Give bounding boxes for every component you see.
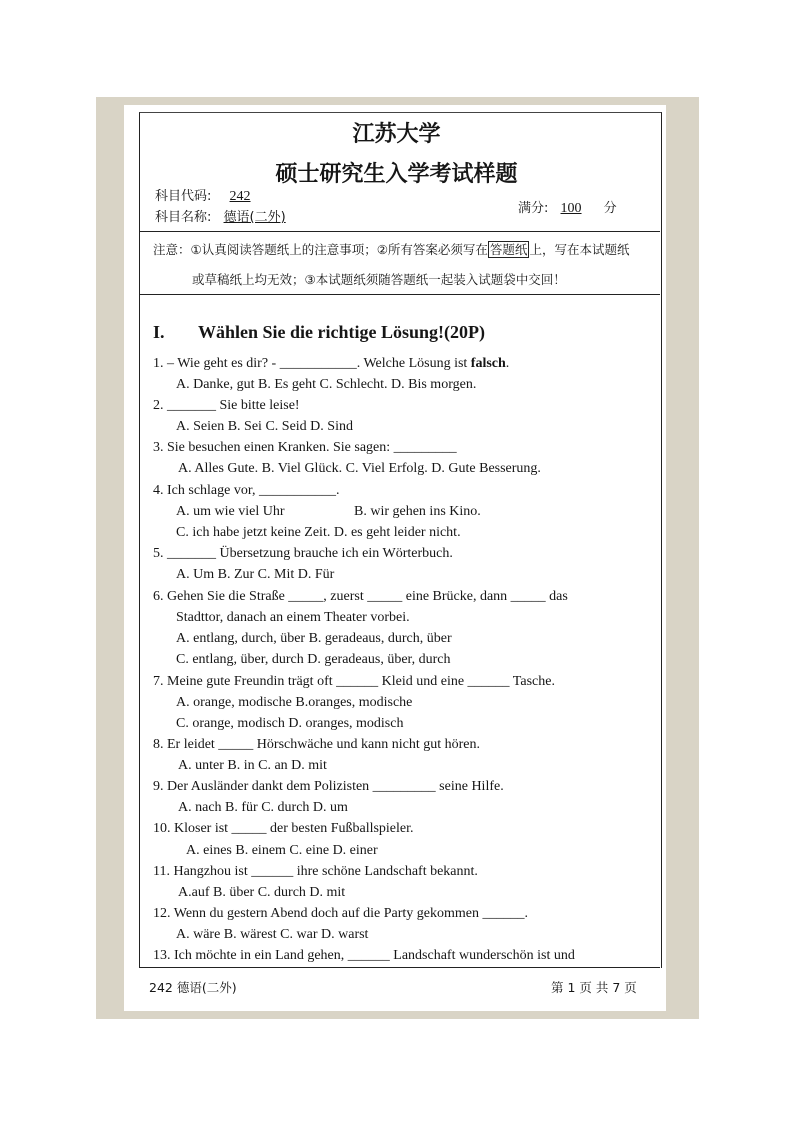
question-6: 6. Gehen Sie die Straße _____, zuerst _____ eine Brücke, dann _____ das xyxy=(153,589,568,604)
question-9-options: A. nach B. für C. durch D. um xyxy=(178,800,348,815)
question-6-continuation: Stadttor, danach an einem Theater vorbei. xyxy=(176,610,410,625)
question-7: 7. Meine gute Freundin trägt oft ______ Kleid und eine ______ Tasche. xyxy=(153,674,555,689)
question-10: 10. Kloser ist _____ der besten Fußballspieler. xyxy=(153,821,414,836)
full-score xyxy=(518,197,617,217)
question-3: 3. Sie besuchen einen Kranken. Sie sagen: _________ xyxy=(153,440,457,455)
subject-code-value: 242 xyxy=(229,189,251,204)
section-title: Wählen Sie die richtige Lösung!(20P) xyxy=(198,322,485,342)
full-score-label: 满分: xyxy=(518,201,549,216)
question-11-options: A.auf B. über C. durch D. mit xyxy=(178,885,346,900)
question-4-option-a: A. um wie viel Uhr xyxy=(176,504,285,519)
question-4-options-cd: C. ich habe jetzt keine Zeit. D. es geht leider nicht. xyxy=(176,525,461,540)
question-4-option-b: B. wir gehen ins Kino. xyxy=(354,504,481,519)
subject-name xyxy=(155,206,286,225)
question-12-options: A. wäre B. wärest C. war D. warst xyxy=(176,927,369,942)
question-2: 2. _______ Sie bitte leise! xyxy=(153,398,300,413)
section-heading xyxy=(153,322,485,343)
school-name: 江苏大学 xyxy=(352,122,441,147)
subject-code-label: 科目代码: xyxy=(155,189,212,204)
question-5-options: A. Um B. Zur C. Mit D. Für xyxy=(176,567,335,582)
question-4: 4. Ich schlage vor, ___________. xyxy=(153,483,340,498)
emphasis: falsch xyxy=(470,356,506,371)
notice-text-end: 上，写在本试题纸 xyxy=(529,242,630,257)
question-2-options: A. Seien B. Sei C. Seid D. Sind xyxy=(176,419,353,434)
question-7-options-ab: A. orange, modische B.oranges, modische xyxy=(176,695,413,710)
question-9: 9. Der Ausländer dankt dem Polizisten _________ seine Hilfe. xyxy=(153,779,504,794)
full-score-value: 100 xyxy=(560,201,582,216)
question-11: 11. Hangzhou ist ______ ihre schöne Landschaft bekannt. xyxy=(153,864,478,879)
subject-code xyxy=(155,185,251,205)
question-7-options-cd: C. orange, modisch D. oranges, modisch xyxy=(176,716,404,731)
full-score-unit: 分 xyxy=(603,201,617,216)
section-number: I. xyxy=(153,322,165,342)
question-3-options: A. Alles Gute. B. Viel Glück. C. Viel Erfolg. D. Gute Besserung. xyxy=(178,461,541,476)
footer-divider xyxy=(139,967,660,968)
notice-line-1 xyxy=(153,240,629,258)
answer-sheet-box: 答题纸 xyxy=(489,242,528,257)
question-8: 8. Er leidet _____ Hörschwäche und kann nicht gut hören. xyxy=(153,737,480,752)
question-text-end: . xyxy=(505,356,510,371)
subject-name-value: 德语(二外) xyxy=(223,210,286,225)
question-6-options-ab: A. entlang, durch, über B. geradeaus, durch, über xyxy=(176,631,452,646)
question-text: 1. – Wie geht es dir? - ___________. Welche Lösung ist xyxy=(153,356,471,371)
question-1-options: A. Danke, gut B. Es geht C. Schlecht. D. Bis morgen. xyxy=(176,377,477,392)
question-1 xyxy=(153,356,509,372)
question-6-options-cd: C. entlang, über, durch D. geradeaus, über, durch xyxy=(176,652,451,667)
question-5: 5. _______ Übersetzung brauche ich ein Wörterbuch. xyxy=(153,546,453,561)
exam-title: 硕士研究生入学考试样题 xyxy=(275,162,518,187)
header-divider xyxy=(139,231,660,232)
page-number: 第 1 页 共 7 页 xyxy=(551,980,637,995)
question-12: 12. Wenn du gestern Abend doch auf die Party gekommen ______. xyxy=(153,906,528,921)
notice-text: 注意：①认真阅读答题纸上的注意事项；②所有答案必须写在 xyxy=(153,242,488,257)
notice-line-2: 或草稿纸上均无效；③本试题纸须随答题纸一起装入试题袋中交回！ xyxy=(192,272,566,287)
question-13: 13. Ich möchte in ein Land gehen, ______ Landschaft wunderschön ist und xyxy=(153,948,575,963)
footer-subject: 242 德语(二外) xyxy=(149,980,237,995)
question-10-options: A. eines B. einem C. eine D. einer xyxy=(186,843,378,858)
notice-divider xyxy=(139,294,660,295)
question-8-options: A. unter B. in C. an D. mit xyxy=(178,758,327,773)
subject-name-label: 科目名称: xyxy=(155,210,212,225)
